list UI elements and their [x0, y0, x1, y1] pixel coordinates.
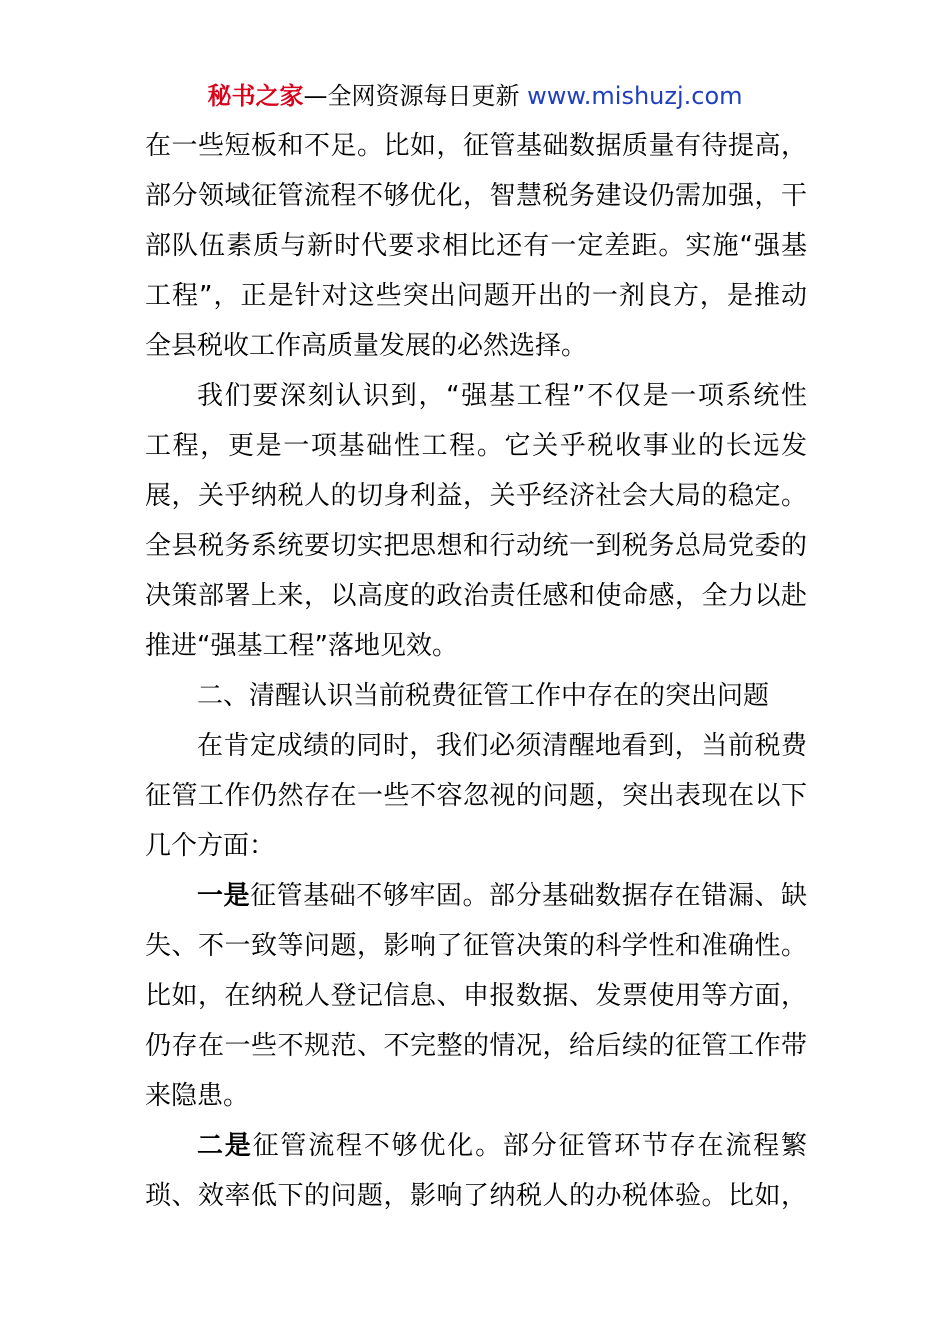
text-line [145, 1171, 807, 1221]
line-text: 征管工作仍然存在一些不容忽视的问题，突出表现在以下 [145, 781, 807, 811]
line-text: 在肯定成绩的同时，我们必须清醒地看到，当前税费 [197, 731, 807, 761]
text-line [145, 571, 807, 621]
text-line [145, 321, 807, 371]
text-line [145, 821, 807, 871]
bold-lead: 一是 [197, 881, 251, 911]
bold-lead: 二是 [197, 1131, 253, 1161]
line-text: 我们要深刻认识到，“强基工程”不仅是一项系统性 [197, 381, 807, 411]
line-text: 二、清醒认识当前税费征管工作中存在的突出问题 [197, 681, 770, 711]
site-url[interactable]: www.mishuzj.com [527, 82, 743, 110]
line-text: 决策部署上来，以高度的政治责任感和使命感，全力以赴 [145, 581, 807, 611]
text-line [145, 221, 807, 271]
line-text: 失、不一致等问题，影响了征管决策的科学性和准确性。 [145, 931, 807, 961]
line-text: 推进“强基工程”落地见效。 [145, 631, 458, 661]
line-text: 征管流程不够优化。部分征管环节存在流程繁 [252, 1131, 807, 1161]
text-line [145, 621, 807, 671]
site-brand: 秘书之家 [207, 82, 304, 110]
text-line [145, 721, 807, 771]
line-text: 在一些短板和不足。比如，征管基础数据质量有待提高， [145, 131, 807, 161]
site-watermark-header [0, 80, 950, 112]
text-line [145, 371, 807, 421]
line-text: 仍存在一些不规范、不完整的情况，给后续的征管工作带 [145, 1031, 807, 1061]
text-line [145, 1121, 807, 1171]
line-text: 工程，更是一项基础性工程。它关乎税收事业的长远发 [145, 431, 807, 461]
site-tagline: —全网资源每日更新 [303, 82, 520, 110]
text-line [145, 671, 807, 721]
line-text: 部队伍素质与新时代要求相比还有一定差距。实施“强基 [145, 231, 807, 261]
text-line [145, 521, 807, 571]
line-text: 全县税务系统要切实把思想和行动统一到税务总局党委的 [145, 531, 807, 561]
text-line [145, 171, 807, 221]
text-line [145, 971, 807, 1021]
line-text: 琐、效率低下的问题，影响了纳税人的办税体验。比如， [145, 1181, 807, 1211]
text-line [145, 121, 807, 171]
line-text: 工程”，正是针对这些突出问题开出的一剂良方，是推动 [145, 281, 807, 311]
line-text: 来隐患。 [145, 1081, 250, 1111]
line-text: 征管基础不够牢固。部分基础数据存在错漏、缺 [250, 881, 807, 911]
text-line [145, 871, 807, 921]
line-text: 几个方面： [145, 831, 276, 861]
text-line [145, 471, 807, 521]
text-line [145, 771, 807, 821]
text-line [145, 1021, 807, 1071]
text-line [145, 271, 807, 321]
text-line [145, 1071, 807, 1121]
line-text: 展，关乎纳税人的切身利益，关乎经济社会大局的稳定。 [145, 481, 807, 511]
line-text: 全县税收工作高质量发展的必然选择。 [145, 331, 588, 361]
line-text: 部分领域征管流程不够优化，智慧税务建设仍需加强，干 [145, 181, 807, 211]
text-line [145, 421, 807, 471]
line-text: 比如，在纳税人登记信息、申报数据、发票使用等方面， [145, 981, 807, 1011]
text-line [145, 921, 807, 971]
document-body [145, 121, 807, 1221]
